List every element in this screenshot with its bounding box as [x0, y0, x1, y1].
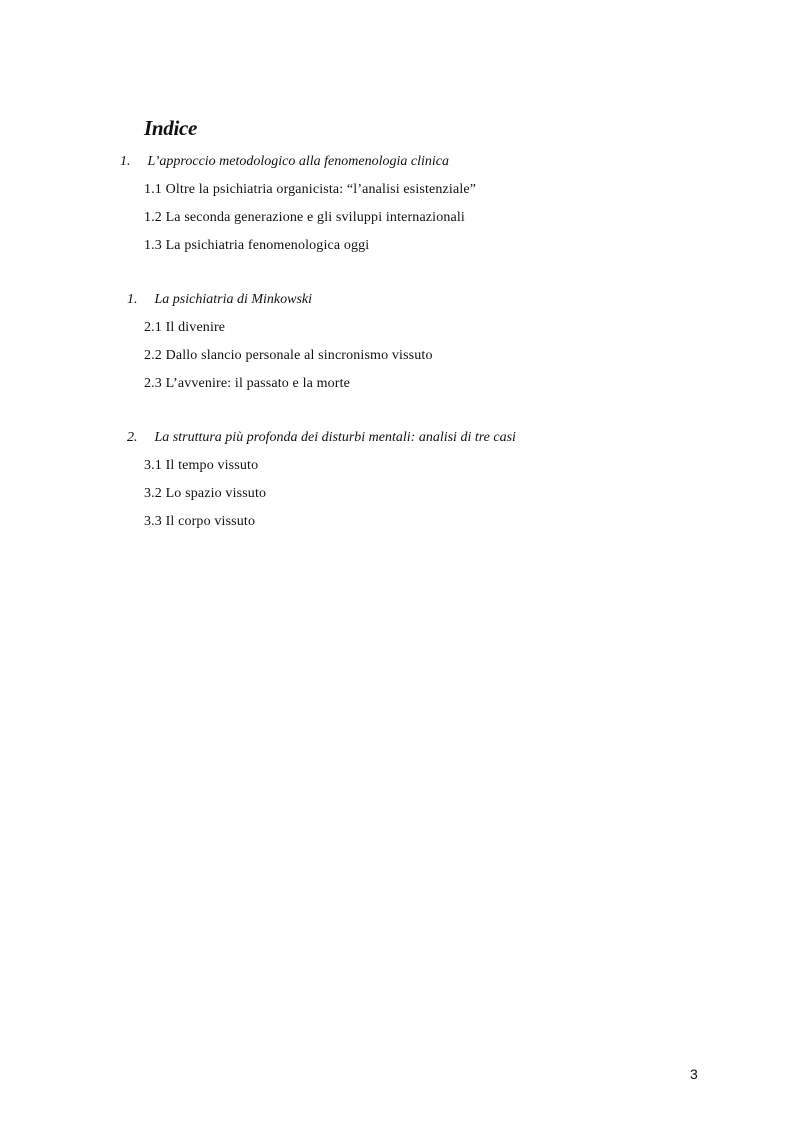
chapter-title: La struttura più profonda dei disturbi mentali: analisi di tre casi: [154, 430, 516, 445]
page-title: Indice: [144, 116, 198, 140]
chapter-title: L’approccio metodologico alla fenomenologia clinica: [147, 154, 449, 169]
toc-section-3-2: 3.2 Lo spazio vissuto: [144, 486, 267, 501]
toc-chapter-2: [127, 292, 312, 308]
toc-section-3-3: 3.3 Il corpo vissuto: [144, 514, 256, 529]
toc-section-3-1: 3.1 Il tempo vissuto: [144, 458, 259, 473]
toc-section-1-2: 1.2 La seconda generazione e gli sviluppi internazionali: [144, 210, 465, 225]
toc-section-1-3: 1.3 La psichiatria fenomenologica oggi: [144, 238, 370, 253]
toc-section-1-1: 1.1 Oltre la psichiatria organicista: “l’analisi esistenziale”: [144, 182, 477, 197]
chapter-number: 1.: [127, 292, 138, 307]
toc-section-2-2: 2.2 Dallo slancio personale al sincronismo vissuto: [144, 348, 433, 363]
chapter-number: 1.: [120, 154, 131, 169]
page-number: 3: [690, 1066, 698, 1082]
chapter-number: 2.: [127, 430, 138, 445]
toc-chapter-1: [120, 154, 449, 170]
chapter-title: La psichiatria di Minkowski: [154, 292, 312, 307]
toc-chapter-3: [127, 430, 516, 446]
toc-section-2-1: 2.1 Il divenire: [144, 320, 226, 335]
toc-section-2-3: 2.3 L’avvenire: il passato e la morte: [144, 376, 351, 391]
